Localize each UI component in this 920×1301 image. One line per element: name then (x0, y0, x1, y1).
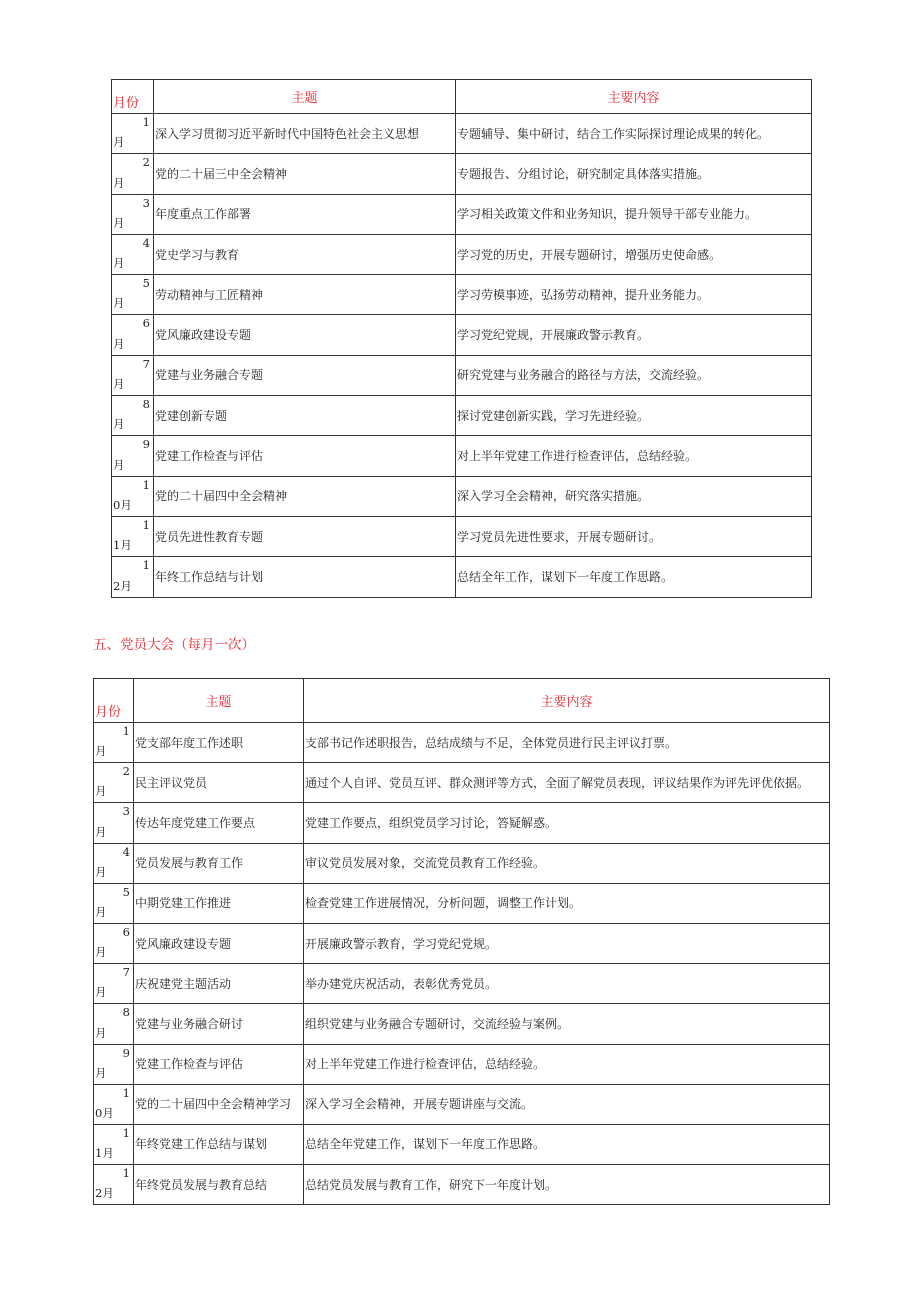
month-cell (94, 883, 134, 923)
topic-cell: 党建工作检查与评估 (134, 1044, 304, 1084)
topic-cell: 党建与业务融合专题 (154, 355, 456, 395)
table-row (94, 1124, 830, 1164)
month-label: 月 (95, 945, 107, 960)
month-label: 2月 (113, 578, 132, 593)
content-cell: 党建工作要点，组织党员学习讨论，答疑解惑。 (304, 803, 830, 843)
month-cell (94, 964, 134, 1004)
month-label: 月 (95, 985, 107, 1000)
topic-cell: 深入学习贯彻习近平新时代中国特色社会主义思想 (154, 114, 456, 154)
month-label: 月 (113, 336, 125, 351)
month-cell (94, 1124, 134, 1164)
month-cell (94, 843, 134, 883)
content-cell: 检查党建工作进展情况，分析问题，调整工作计划。 (304, 883, 830, 923)
content-cell: 支部书记作述职报告，总结成绩与不足，全体党员进行民主评议打票。 (304, 723, 830, 763)
month-number: 4 (142, 235, 150, 250)
month-cell (112, 557, 154, 597)
month-column-header: 月份 (112, 80, 154, 114)
topic-cell: 年终党员发展与教育总结 (134, 1165, 304, 1205)
month-number: 1 (122, 1166, 130, 1181)
month-number: 4 (122, 844, 130, 859)
month-cell (112, 234, 154, 274)
table-row (94, 964, 830, 1004)
month-label: 2月 (95, 1186, 114, 1201)
month-number: 8 (142, 397, 150, 412)
month-label: 0月 (95, 1105, 114, 1120)
month-number: 2 (142, 155, 150, 170)
content-cell: 研究党建与业务融合的路径与方法，交流经验。 (456, 355, 812, 395)
month-number: 1 (142, 477, 150, 492)
topic-cell: 党建与业务融合研讨 (134, 1004, 304, 1044)
month-label: 月 (113, 296, 125, 311)
month-number: 1 (142, 115, 150, 129)
table-row (94, 723, 830, 763)
content-cell: 总结全年工作，谋划下一年度工作思路。 (456, 557, 812, 597)
month-number: 9 (122, 1045, 130, 1060)
table-row (112, 114, 812, 154)
topic-cell: 党建创新专题 (154, 396, 456, 436)
content-cell: 学习党员先进性要求，开展专题研讨。 (456, 516, 812, 556)
content-column-header: 主要内容 (304, 679, 830, 723)
month-cell (94, 1084, 134, 1124)
month-cell (94, 803, 134, 843)
table-row (94, 1004, 830, 1044)
month-cell (94, 723, 134, 763)
content-cell: 对上半年党建工作进行检查评估，总结经验。 (456, 436, 812, 476)
month-cell (94, 1044, 134, 1084)
month-number: 6 (142, 316, 150, 331)
topic-cell: 党员先进性教育专题 (154, 516, 456, 556)
month-label: 月 (95, 904, 107, 919)
table-row (112, 476, 812, 516)
topic-cell: 党风廉政建设专题 (134, 923, 304, 963)
month-cell (112, 194, 154, 234)
month-cell (112, 476, 154, 516)
month-label: 月 (113, 457, 125, 472)
month-cell (94, 923, 134, 963)
table-row (94, 1044, 830, 1084)
month-label: 1月 (113, 538, 132, 553)
table-row (112, 275, 812, 315)
month-label: 月 (95, 824, 107, 839)
topic-cell: 中期党建工作推进 (134, 883, 304, 923)
table-row (112, 154, 812, 194)
table-row (112, 315, 812, 355)
month-cell (112, 516, 154, 556)
month-label: 月 (113, 377, 125, 392)
month-number: 1 (122, 1125, 130, 1140)
month-number: 1 (122, 1085, 130, 1100)
topic-cell: 党的二十届三中全会精神 (154, 154, 456, 194)
topic-column-header: 主题 (134, 679, 304, 723)
month-label: 月 (113, 417, 125, 432)
month-label: 月 (113, 175, 125, 190)
content-cell: 总结全年党建工作，谋划下一年度工作思路。 (304, 1124, 830, 1164)
table-header-row (94, 679, 830, 723)
content-cell: 深入学习全会精神，研究落实措施。 (456, 476, 812, 516)
month-label: 月 (95, 784, 107, 799)
topic-column-header: 主题 (154, 80, 456, 114)
content-cell: 对上半年党建工作进行检查评估，总结经验。 (304, 1044, 830, 1084)
month-cell (112, 315, 154, 355)
table-row (112, 516, 812, 556)
month-number: 7 (142, 356, 150, 371)
month-column-header: 月份 (94, 679, 134, 723)
table-row (112, 234, 812, 274)
content-cell: 深入学习全会精神，开展专题讲座与交流。 (304, 1084, 830, 1124)
table-row (94, 883, 830, 923)
month-number: 9 (142, 437, 150, 452)
table-row (94, 1165, 830, 1205)
topic-cell: 党建工作检查与评估 (154, 436, 456, 476)
month-label: 月 (95, 744, 107, 759)
topic-cell: 年度重点工作部署 (154, 194, 456, 234)
month-cell (94, 1004, 134, 1044)
month-label: 月 (95, 1025, 107, 1040)
table-row (94, 923, 830, 963)
month-number: 5 (122, 884, 130, 899)
table-row (94, 1084, 830, 1124)
topic-cell: 劳动精神与工匠精神 (154, 275, 456, 315)
content-cell: 总结党员发展与教育工作，研究下一年度计划。 (304, 1165, 830, 1205)
month-cell (112, 396, 154, 436)
study-plan-table (111, 79, 812, 598)
party-member-meeting-table (93, 678, 830, 1205)
topic-cell: 党的二十届四中全会精神学习 (134, 1084, 304, 1124)
table-header-row (112, 80, 812, 114)
content-cell: 专题报告、分组讨论，研究制定具体落实措施。 (456, 154, 812, 194)
topic-cell: 庆祝建党主题活动 (134, 964, 304, 1004)
month-cell (94, 763, 134, 803)
content-cell: 开展廉政警示教育，学习党纪党规。 (304, 923, 830, 963)
month-label: 月 (95, 864, 107, 879)
month-cell (112, 436, 154, 476)
month-cell (112, 114, 154, 154)
month-number: 1 (122, 724, 130, 738)
month-number: 1 (142, 558, 150, 573)
month-label: 月 (113, 135, 125, 150)
topic-cell: 党支部年度工作述职 (134, 723, 304, 763)
topic-cell: 年终党建工作总结与谋划 (134, 1124, 304, 1164)
content-cell: 通过个人自评、党员互评、群众测评等方式，全面了解党员表现，评议结果作为评先评优依据。 (304, 763, 830, 803)
table-row (112, 436, 812, 476)
month-number: 1 (142, 517, 150, 532)
topic-cell: 党员发展与教育工作 (134, 843, 304, 883)
month-number: 2 (122, 764, 130, 779)
month-number: 6 (122, 924, 130, 939)
section-heading-party-member-meeting: 五、党员大会（每月一次） (93, 637, 255, 653)
table-row (112, 355, 812, 395)
content-cell: 专题辅导、集中研讨，结合工作实际探讨理论成果的转化。 (456, 114, 812, 154)
month-label: 月 (113, 215, 125, 230)
topic-cell: 党风廉政建设专题 (154, 315, 456, 355)
topic-cell: 传达年度党建工作要点 (134, 803, 304, 843)
content-cell: 组织党建与业务融合专题研讨，交流经验与案例。 (304, 1004, 830, 1044)
table-row (112, 557, 812, 597)
month-label: 0月 (113, 497, 132, 512)
month-cell (112, 154, 154, 194)
topic-cell: 年终工作总结与计划 (154, 557, 456, 597)
content-cell: 审议党员发展对象，交流党员教育工作经验。 (304, 843, 830, 883)
month-number: 7 (122, 965, 130, 980)
month-cell (94, 1165, 134, 1205)
month-label: 月 (113, 256, 125, 271)
month-number: 3 (142, 195, 150, 210)
content-cell: 举办建党庆祝活动，表彰优秀党员。 (304, 964, 830, 1004)
table-row (94, 763, 830, 803)
topic-cell: 党的二十届四中全会精神 (154, 476, 456, 516)
content-column-header: 主要内容 (456, 80, 812, 114)
table-row (112, 396, 812, 436)
month-label: 1月 (95, 1146, 114, 1161)
content-cell: 学习劳模事迹，弘扬劳动精神，提升业务能力。 (456, 275, 812, 315)
topic-cell: 民主评议党员 (134, 763, 304, 803)
table-row (94, 803, 830, 843)
table-row (112, 194, 812, 234)
content-cell: 学习相关政策文件和业务知识，提升领导干部专业能力。 (456, 194, 812, 234)
month-cell (112, 355, 154, 395)
month-number: 5 (142, 276, 150, 291)
content-cell: 探讨党建创新实践，学习先进经验。 (456, 396, 812, 436)
content-cell: 学习党纪党规，开展廉政警示教育。 (456, 315, 812, 355)
month-cell (112, 275, 154, 315)
table-row (94, 843, 830, 883)
month-number: 8 (122, 1005, 130, 1020)
topic-cell: 党史学习与教育 (154, 234, 456, 274)
month-number: 3 (122, 804, 130, 819)
month-label: 月 (95, 1065, 107, 1080)
content-cell: 学习党的历史，开展专题研讨，增强历史使命感。 (456, 234, 812, 274)
